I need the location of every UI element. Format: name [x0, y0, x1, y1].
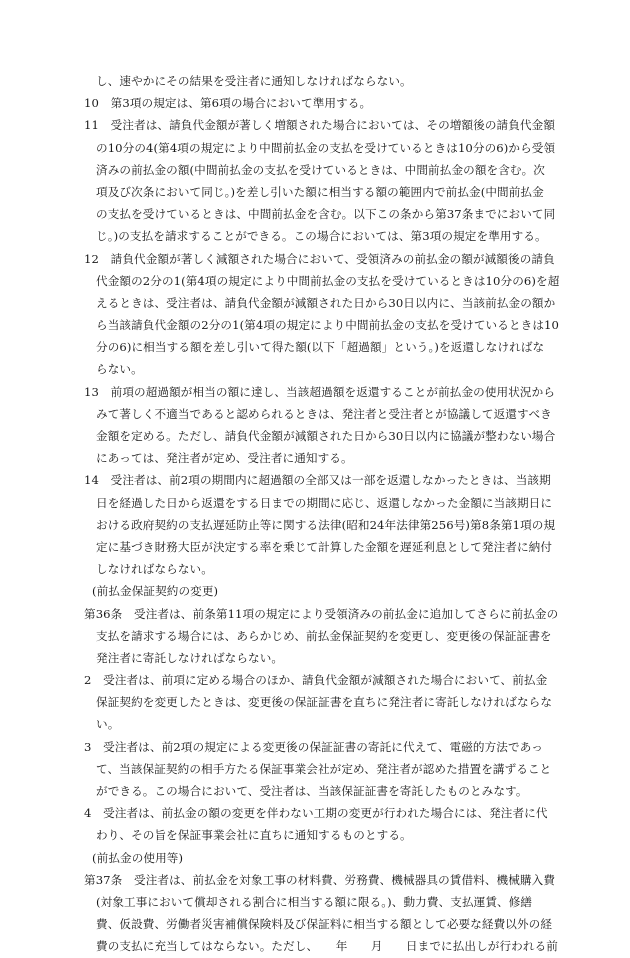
- text-line: し、速やかにその結果を受注者に通知しなければならない。: [96, 74, 412, 88]
- text-line: (対象工事において償却される割合に相当する額に限る。)、動力費、支払運賃、修繕: [96, 894, 533, 909]
- item-11: 11 受注者は、請負代金額が著しく増額された場合においては、その増額後の請負代金額: [84, 118, 556, 133]
- section-heading: (前払金保証契約の変更): [92, 584, 219, 599]
- article-36: 第36条 受注者は、前条第11項の規定により受領済みの前払金に追加してさらに前払金の: [84, 606, 559, 621]
- text-line: 支払を請求する場合には、あらかじめ、前払金保証契約を変更し、変更後の保証証書を: [96, 628, 552, 643]
- text-line: の10分の4(第4項の規定により中間前払金の支払を受けているときは10分の6)から受領: [96, 140, 556, 155]
- item-2: 2 受注者は、前項に定める場合のほか、請負代金額が減額された場合において、前払金: [84, 673, 548, 688]
- text-line: わり、その旨を保証事業会社に直ちに通知するものとする。: [96, 828, 412, 843]
- item-3: 3 受注者は、前2項の規定による変更後の保証証書の寄託に代えて、電磁的方法であっ: [84, 739, 543, 754]
- text-line: みて著しく不適当であると認められるときは、発注者と受注者とが協議して返還すべき: [96, 406, 552, 421]
- text-line: しなければならない。: [96, 562, 213, 577]
- text-line: 費の支払に充当してはならない。ただし、 年 月 日までに払出しが行われる前: [96, 939, 558, 954]
- article-37: 第37条 受注者は、前払金を対象工事の材料費、労務費、機械器具の賃借料、機械購入費: [84, 872, 556, 887]
- text-line: 金額を定める。ただし、請負代金額が減額された日から30日以内に協議が整わない場合: [96, 429, 556, 443]
- text-line: おける政府契約の支払遅延防止等に関する法律(昭和24年法律第256号)第8条第1項の規: [96, 517, 556, 532]
- text-line: ができる。この場合において、受注者は、当該保証証書を寄託したものとみなす。: [96, 784, 528, 798]
- text-line: えるときは、受注者は、請負代金額が減額された日から30日以内に、当該前払金の額か: [96, 295, 556, 310]
- text-line: て、当該保証契約の相手方たる保証事業会社が定め、発注者が認めた措置を講ずること: [96, 761, 552, 776]
- text-line: 日を経過した日から返還をする日までの期間に応じ、返還しなかった金額に当該期日に: [96, 495, 553, 510]
- text-line: 代金額の2分の1(第4項の規定により中間前払金の支払を受けているときは10分の6)を超: [96, 273, 560, 288]
- section-heading: (前払金の使用等): [92, 850, 184, 865]
- text-line: 発注者に寄託しなければならない。: [96, 650, 284, 665]
- item-14: 14 受注者は、前2項の期間内に超過額の全部又は一部を返還しなかったときは、当該期: [84, 473, 551, 488]
- text-line: 分の6)に相当する額を差し引いて得た額(以下「超過額」という。)を返還しなければな: [96, 340, 545, 355]
- text-line: 項及び次条において同じ。)を差し引いた額に相当する額の範囲内で前払金(中間前払金: [96, 184, 544, 199]
- text-line: じ。)の支払を請求することができる。この場合においては、第3項の規定を準用する。: [96, 229, 547, 244]
- text-line: にあっては、発注者が定め、受注者に通知する。: [96, 451, 353, 466]
- item-10: 10 第3項の規定は、第6項の場合において準用する。: [84, 96, 372, 111]
- text-line: ら当該請負代金額の2分の1(第4項の規定により中間前払金の支払を受けているときは10: [96, 318, 559, 333]
- item-13: 13 前項の超過額が相当の額に達し、当該超過額を返還することが前払金の使用状況から: [84, 384, 556, 399]
- text-line: の支払を受けているときは、中間前払金を含む。以下この条から第37条までにおいて同: [96, 207, 556, 222]
- text-line: 保証契約を変更したときは、変更後の保証証書を直ちに発注者に寄託しなければならな: [96, 695, 553, 710]
- text-line: 済みの前払金の額(中間前払金の支払を受けているときは、中間前払金の額を含む。次: [96, 162, 545, 177]
- item-12: 12 請負代金額が著しく減額された場合において、受領済みの前払金の額が減額後の請負: [84, 251, 555, 266]
- text-line: らない。: [96, 362, 143, 377]
- item-4: 4 受注者は、前払金の額の変更を伴わない工期の変更が行われた場合には、発注者に代: [84, 806, 548, 821]
- text-line: 費、仮設費、労働者災害補償保険料及び保証料に相当する額として必要な経費以外の経: [96, 917, 553, 932]
- text-line: い。: [96, 717, 120, 732]
- text-line: 定に基づき財務大臣が決定する率を乗じて計算した金額を遅延利息として発注者に納付: [96, 539, 553, 554]
- document-page: [84, 70, 560, 958]
